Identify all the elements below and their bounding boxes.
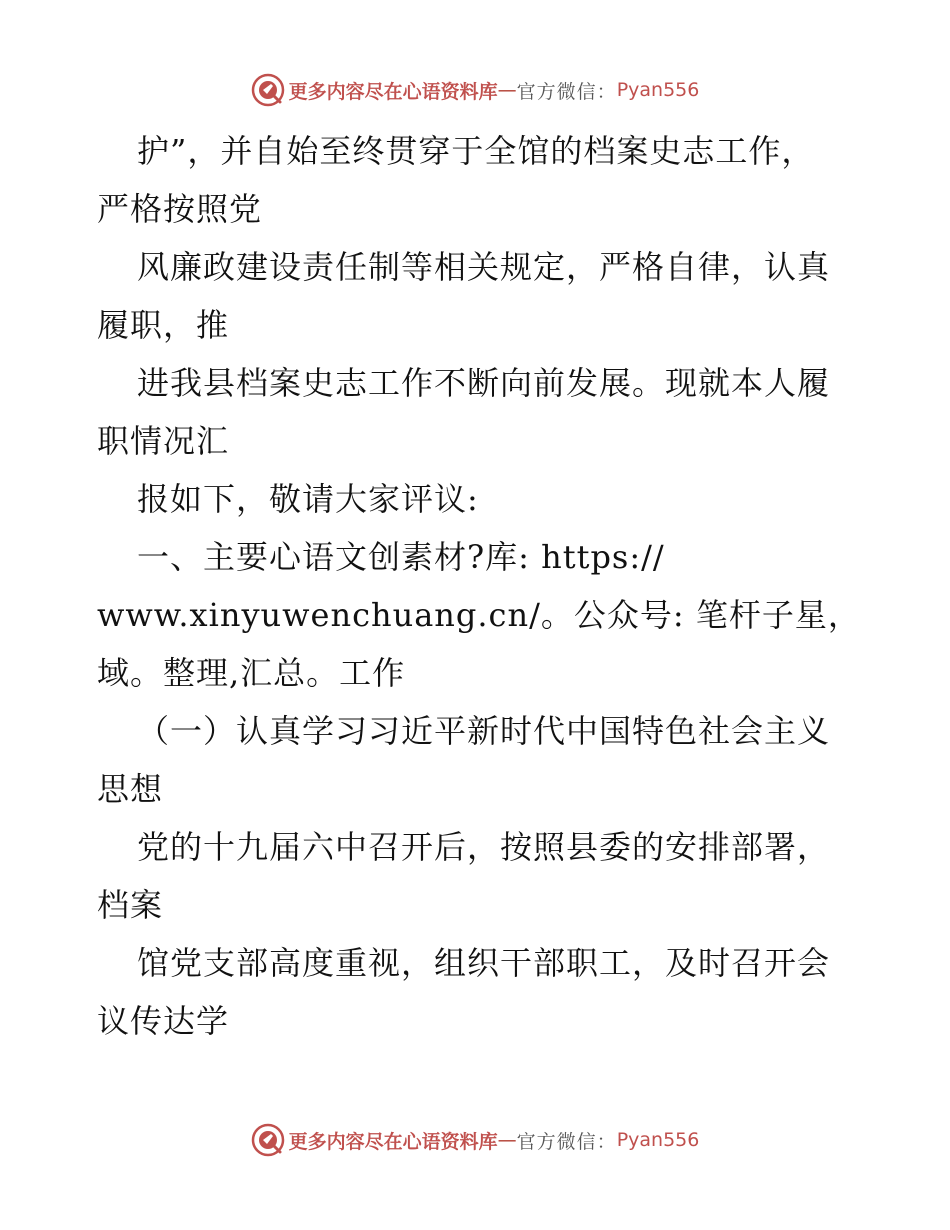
banner-main-text: 更多内容尽在心语资料库	[288, 80, 498, 103]
footer-watermark-banner	[0, 1120, 950, 1160]
body-line: 履职，推	[97, 306, 230, 344]
banner-separator: —	[497, 1129, 517, 1151]
body-line: 严格按照党	[97, 190, 263, 228]
red-seal-logo-icon	[251, 73, 285, 107]
body-line: 思想	[97, 770, 164, 808]
body-line: 域。整理,汇总。工作	[97, 654, 406, 692]
body-line: 档案	[97, 886, 164, 924]
banner-wechat-label: 官方微信：	[516, 1130, 617, 1153]
banner-wechat-id: Pyan556	[616, 1129, 700, 1151]
banner-main-text: 更多内容尽在心语资料库	[288, 1130, 498, 1153]
body-line: 进我县档案史志工作不断向前发展。现就本人履	[137, 364, 831, 402]
red-seal-logo-icon	[251, 1123, 285, 1157]
banner-wechat-id: Pyan556	[616, 79, 700, 101]
banner-wechat-label: 官方微信：	[516, 80, 617, 103]
banner-separator: —	[497, 79, 517, 101]
body-line: 职情况汇	[97, 422, 230, 460]
body-line: 党的十九届六中召开后，按照县委的安排部署，	[137, 828, 831, 866]
body-line: 馆党支部高度重视，组织干部职工，及时召开会	[137, 944, 831, 982]
body-line: 议传达学	[97, 1002, 230, 1040]
body-line: 一、主要心语文创素材?库: https://	[137, 538, 665, 576]
body-line: 报如下，敬请大家评议:	[137, 480, 479, 518]
header-watermark-banner	[0, 70, 950, 110]
body-line: www.xinyuwenchuang.cn/。公众号: 笔杆子星，	[97, 596, 861, 634]
body-line: （一）认真学习习近平新时代中国特色社会主义	[137, 712, 831, 750]
body-line: 风廉政建设责任制等相关规定，严格自律，认真	[137, 248, 831, 286]
body-line: 护”，并自始至终贯穿于全馆的档案史志工作，	[137, 132, 815, 170]
document-body	[97, 122, 861, 1050]
